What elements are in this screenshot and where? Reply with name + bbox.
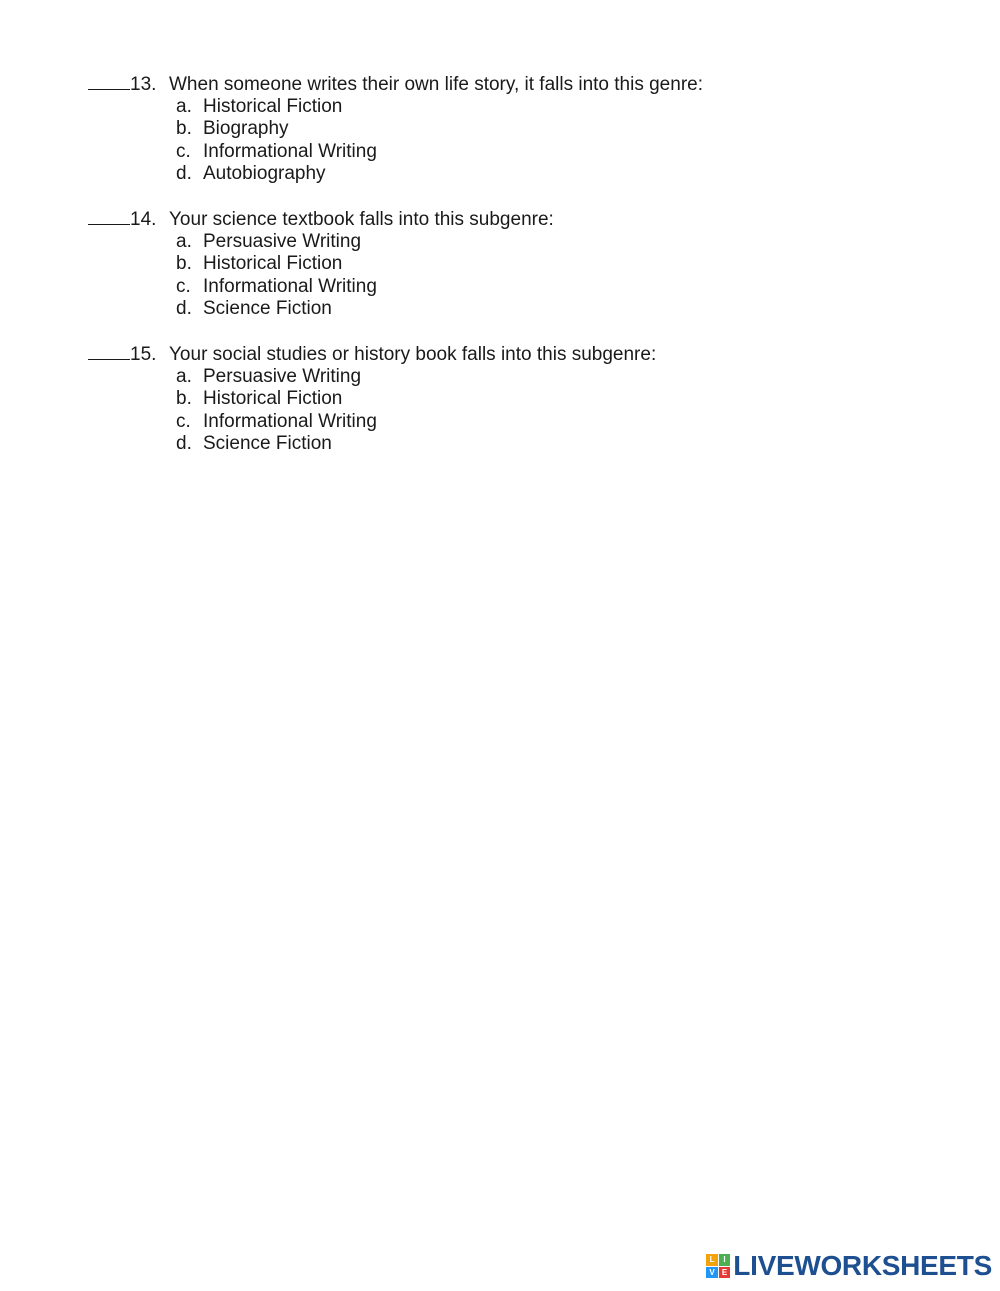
option-c [176, 141, 948, 164]
answer-blank[interactable] [88, 343, 130, 360]
option-list [176, 366, 948, 456]
option-c [176, 276, 948, 299]
option-text: Historical Fiction [203, 388, 343, 409]
option-d [176, 433, 948, 456]
option-a [176, 231, 948, 254]
option-letter: b. [176, 253, 192, 274]
option-letter: d. [176, 163, 192, 184]
question-14 [88, 208, 948, 321]
option-letter: c. [176, 410, 191, 432]
option-letter: b. [176, 118, 192, 139]
option-a [176, 366, 948, 389]
option-letter: c. [176, 275, 191, 297]
option-text: Science Fiction [203, 433, 332, 454]
logo-mark-letter: E [719, 1267, 731, 1279]
option-text: Persuasive Writing [203, 230, 362, 252]
question-line [88, 73, 948, 96]
question-line [88, 343, 948, 366]
option-b [176, 253, 948, 276]
question-text: Your social studies or history book falls into this subgenre: [169, 344, 657, 365]
question-number: 15. [130, 344, 157, 365]
option-c [176, 411, 948, 434]
logo-text: LIVEWORKSHEETS [733, 1250, 992, 1281]
option-d [176, 163, 948, 186]
option-text: Biography [203, 118, 289, 139]
question-number: 14. [130, 209, 157, 230]
option-a [176, 96, 948, 119]
option-text: Historical Fiction [203, 95, 343, 117]
question-number: 13. [130, 74, 157, 95]
option-d [176, 298, 948, 321]
option-text: Science Fiction [203, 298, 332, 319]
option-list [176, 231, 948, 321]
option-letter: a. [176, 230, 192, 252]
option-letter: d. [176, 298, 192, 319]
option-text: Historical Fiction [203, 253, 343, 274]
question-line [88, 208, 948, 231]
option-list [176, 96, 948, 186]
option-b [176, 118, 948, 141]
option-b [176, 388, 948, 411]
question-text: Your science textbook falls into this subgenre: [169, 209, 554, 230]
option-letter: d. [176, 433, 192, 454]
liveworksheets-logo-icon [706, 1254, 730, 1278]
option-text: Autobiography [203, 163, 326, 184]
question-text: When someone writes their own life story, it falls into this genre: [169, 74, 703, 95]
logo-mark-letter: V [706, 1267, 718, 1279]
logo-mark-letter: L [706, 1254, 718, 1266]
question-15 [88, 343, 948, 456]
option-letter: c. [176, 140, 191, 162]
option-text: Informational Writing [203, 410, 377, 432]
option-text: Persuasive Writing [203, 365, 362, 387]
option-letter: b. [176, 388, 192, 409]
option-text: Informational Writing [203, 275, 377, 297]
option-text: Informational Writing [203, 140, 377, 162]
answer-blank[interactable] [88, 73, 130, 90]
option-letter: a. [176, 95, 192, 117]
answer-blank[interactable] [88, 208, 130, 225]
question-13 [88, 73, 948, 186]
liveworksheets-logo [706, 1251, 992, 1281]
logo-mark-letter: I [719, 1254, 731, 1266]
option-letter: a. [176, 365, 192, 387]
